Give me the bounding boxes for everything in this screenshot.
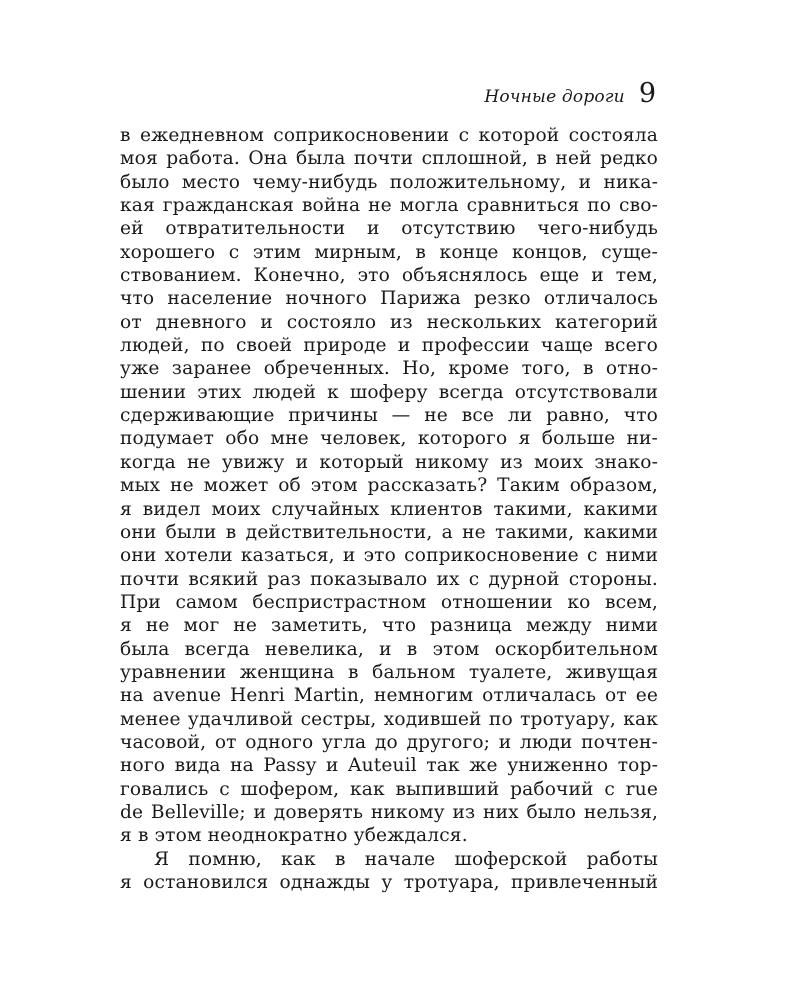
text-line: людей, по своей природе и профессии чаще всего	[120, 335, 658, 357]
text-line: хорошего с этим мирным, в конце концов, суще-	[120, 241, 658, 263]
text-line: моя работа. Она была почти сплошной, в ней редко	[120, 148, 658, 170]
text-line: в ежедневном соприкосновении с которой состояла	[120, 125, 658, 146]
text-line: когда не увижу и который никому из моих знако-	[120, 451, 658, 473]
text-line: я остановился однажды у тротуара, привлеченный	[120, 872, 658, 893]
text-line: ствованием. Конечно, это объяснялось еще и тем,	[120, 265, 658, 287]
text-line: была всегда невелика, и в этом оскорбительном	[120, 638, 658, 660]
body-text	[120, 124, 658, 894]
text-line: При самом беспристрастном отношении ко всем,	[120, 591, 658, 613]
text-line: уже заранее обреченных. Но, кроме того, в отно-	[120, 358, 658, 380]
running-title: Ночные дороги	[484, 87, 625, 107]
text-line: часовой, от одного угла до другого; и люди почтен-	[120, 731, 658, 753]
text-line: ей отвратительности и отсутствию чего-нибудь	[120, 218, 658, 240]
text-line: de Belleville; и доверять никому из них было нельзя,	[120, 801, 658, 823]
page-number: 9	[638, 78, 656, 109]
text-line: кая гражданская война не могла сравниться по сво-	[120, 195, 658, 217]
text-line: ного вида на Passy и Auteuil так же униженно тор-	[120, 755, 658, 777]
text-line: что население ночного Парижа резко отличалось	[120, 288, 658, 310]
text-line: подумает обо мне человек, которого я больше ни-	[120, 428, 658, 450]
text-line-paragraph-end: я в этом неоднократно убеждался.	[120, 825, 468, 847]
page-header	[484, 80, 656, 107]
text-line: шении этих людей к шоферу всегда отсутствовали	[120, 381, 658, 403]
text-line: уравнении женщина в бальном туалете, живущая	[120, 661, 658, 683]
text-line: сдерживающие причины — не все ли равно, что	[120, 405, 658, 427]
text-line: было место чему-нибудь положительному, и ника-	[120, 171, 658, 193]
text-line: мых не может об этом рассказать? Таким образом,	[120, 475, 658, 497]
text-line: я видел моих случайных клиентов такими, какими	[120, 498, 658, 520]
text-line: говались с шофером, как выпивший рабочий с rue	[120, 778, 658, 800]
text-line: я не мог не заметить, что разница между ними	[120, 615, 658, 637]
text-line: от дневного и состояло из нескольких категорий	[120, 311, 658, 333]
text-line: на avenue Henri Martin, немногим отличалась от ее	[120, 685, 658, 707]
text-line: они были в действительности, а не такими, какими	[120, 521, 658, 543]
text-line: почти всякий раз показывало их с дурной стороны.	[120, 568, 658, 590]
text-line: менее удачливой сестры, ходившей по тротуару, как	[120, 708, 658, 730]
text-line-paragraph-start: Я помню, как в начале шоферской работы	[154, 848, 658, 870]
text-line: они хотели казаться, и это соприкосновение с ними	[120, 545, 658, 567]
